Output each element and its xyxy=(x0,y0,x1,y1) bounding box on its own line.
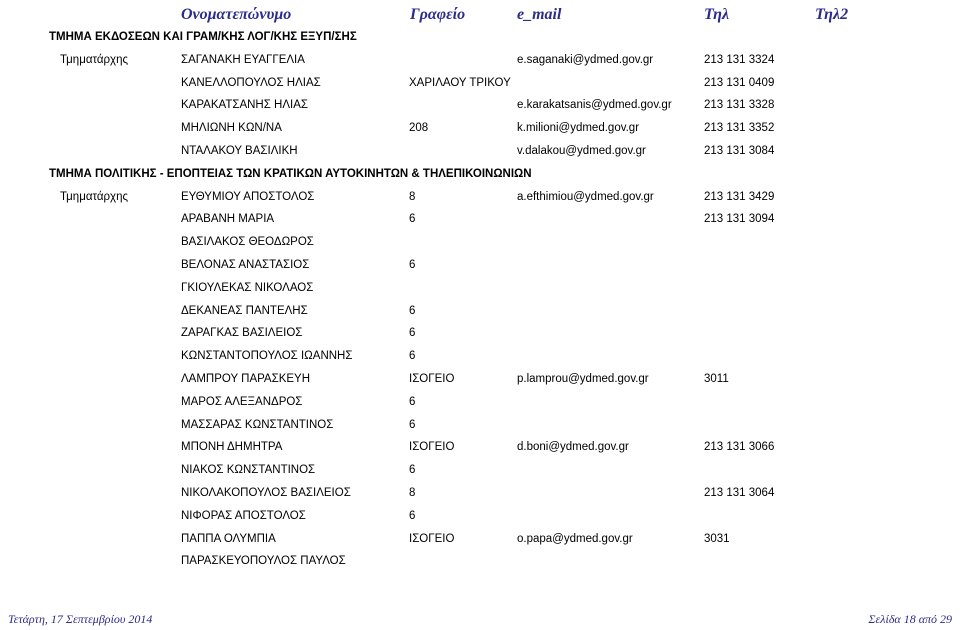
table-row xyxy=(0,419,960,437)
office-cell: ΙΣΟΓΕΙΟ xyxy=(409,532,455,545)
office-cell: 6 xyxy=(409,327,416,340)
table-row xyxy=(0,77,960,95)
office-cell: 8 xyxy=(409,487,416,499)
page-footer xyxy=(0,612,960,628)
phone-cell: 3031 xyxy=(704,532,730,545)
office-cell: 6 xyxy=(409,418,416,431)
name-cell: ΝΙΑΚΟΣ ΚΩΝΣΤΑΝΤΙΝΟΣ xyxy=(181,464,316,477)
name-cell: ΑΡΑΒΑΝΗ ΜΑΡΙΑ xyxy=(181,213,275,226)
email-cell: d.boni@ydmed.gov.gr xyxy=(517,441,629,454)
phone-cell: 3011 xyxy=(704,373,729,385)
table-row xyxy=(0,350,960,368)
footer-page-number: Σελίδα 18 από 29 xyxy=(868,612,952,626)
office-cell: 6 xyxy=(409,509,416,522)
table-row xyxy=(0,122,960,140)
office-cell: 6 xyxy=(409,464,416,477)
table-row xyxy=(0,99,960,117)
table-row xyxy=(0,54,960,72)
name-cell: ΚΑΡΑΚΑΤΣΑΝΗΣ ΗΛΙΑΣ xyxy=(181,99,308,112)
table-row xyxy=(0,487,960,505)
name-cell: ΝΙΚΟΛΑΚΟΠΟΥΛΟΣ ΒΑΣΙΛΕΙΟΣ xyxy=(181,487,351,499)
name-cell: ΒΕΛΟΝΑΣ ΑΝΑΣΤΑΣΙΟΣ xyxy=(181,259,310,271)
table-row xyxy=(0,327,960,345)
email-cell: e.saganaki@ydmed.gov.gr xyxy=(517,53,654,66)
office-cell: ΙΣΟΓΕΙΟ xyxy=(409,441,455,454)
phone-cell: 213 131 0409 xyxy=(704,76,775,89)
table-row xyxy=(0,213,960,231)
name-cell: ΖΑΡΑΓΚΑΣ ΒΑΣΙΛΕΙΟΣ xyxy=(181,327,303,340)
section-title-text: ΤΜΗΜΑ ΠΟΛΙΤΙΚΗΣ - ΕΠΟΠΤΕΙΑΣ ΤΩΝ ΚΡΑΤΙΚΩΝ ΑΥΤΟΚΙΝΗΤΩΝ & ΤΗΛΕΠΙΚΟΙΝΩΝΙΩΝ xyxy=(49,167,532,180)
section-title xyxy=(0,168,960,186)
phone-cell: 213 131 3094 xyxy=(704,213,775,226)
phone-cell: 213 131 3328 xyxy=(704,99,775,112)
table-row xyxy=(0,259,960,277)
name-cell: ΝΤΑΛΑΚΟΥ ΒΑΣΙΛΙΚΗ xyxy=(181,145,298,157)
name-cell: ΠΑΡΑΣΚΕΥΟΠΟΥΛΟΣ ΠΑΥΛΟΣ xyxy=(181,555,346,568)
table-row xyxy=(0,373,960,391)
column-header xyxy=(0,6,960,28)
table-row xyxy=(0,396,960,414)
table-row xyxy=(0,441,960,459)
office-cell: ΧΑΡΙΛΑΟΥ ΤΡΙΚΟΥ xyxy=(409,76,511,89)
section-title xyxy=(0,31,960,49)
header-phone2: Τηλ2 xyxy=(815,6,849,23)
office-cell: 208 xyxy=(409,122,429,135)
table-row xyxy=(0,464,960,482)
table-row xyxy=(0,236,960,254)
table-row xyxy=(0,305,960,323)
email-cell: p.lamprou@ydmed.gov.gr xyxy=(517,373,649,385)
phone-cell: 213 131 3064 xyxy=(704,487,775,499)
email-cell: k.milioni@ydmed.gov.gr xyxy=(517,122,640,135)
name-cell: ΠΑΠΠΑ ΟΛΥΜΠΙΑ xyxy=(181,532,276,545)
name-cell: ΔΕΚΑΝΕΑΣ ΠΑΝΤΕΛΗΣ xyxy=(181,304,308,317)
phone-cell: 213 131 3429 xyxy=(704,190,775,203)
name-cell: ΝΙΦΟΡΑΣ ΑΠΟΣΤΟΛΟΣ xyxy=(181,509,306,522)
phone-cell: 213 131 3352 xyxy=(704,122,775,135)
name-cell: ΜΠΟΝΗ ΔΗΜΗΤΡΑ xyxy=(181,441,283,454)
name-cell: ΣΑΓΑΝΑΚΗ ΕΥΑΓΓΕΛΙΑ xyxy=(181,53,305,66)
office-cell: 8 xyxy=(409,190,416,203)
office-cell: 6 xyxy=(409,213,416,226)
email-cell: a.efthimiou@ydmed.gov.gr xyxy=(517,190,654,203)
email-cell: v.dalakou@ydmed.gov.gr xyxy=(517,145,646,157)
role-cell: Τμηματάρχης xyxy=(60,190,129,203)
header-phone: Τηλ xyxy=(704,6,730,23)
email-cell: o.papa@ydmed.gov.gr xyxy=(517,532,633,545)
office-cell: 6 xyxy=(409,304,416,317)
header-email: e_mail xyxy=(517,6,562,23)
header-office: Γραφείο xyxy=(410,6,466,23)
phone-cell: 213 131 3084 xyxy=(704,145,775,157)
table-row xyxy=(0,533,960,551)
name-cell: ΚΩΝΣΤΑΝΤΟΠΟΥΛΟΣ ΙΩΑΝΝΗΣ xyxy=(181,350,353,363)
office-cell: ΙΣΟΓΕΙΟ xyxy=(409,373,455,385)
table-row xyxy=(0,510,960,528)
name-cell: ΛΑΜΠΡΟΥ ΠΑΡΑΣΚΕΥΗ xyxy=(181,373,311,385)
name-cell: ΕΥΘΥΜΙΟΥ ΑΠΟΣΤΟΛΟΣ xyxy=(181,190,315,203)
email-cell: e.karakatsanis@ydmed.gov.gr xyxy=(517,99,672,112)
name-cell: ΒΑΣΙΛΑΚΟΣ ΘΕΟΔΩΡΟΣ xyxy=(181,236,314,249)
name-cell: ΜΑΡΟΣ ΑΛΕΞΑΝΔΡΟΣ xyxy=(181,395,303,408)
role-cell: Τμηματάρχης xyxy=(60,53,129,66)
office-cell: 6 xyxy=(409,395,416,408)
table-row xyxy=(0,282,960,300)
table-row xyxy=(0,555,960,573)
phone-cell: 213 131 3324 xyxy=(704,53,775,66)
header-name: Ονοματεπώνυμο xyxy=(181,6,292,23)
office-cell: 6 xyxy=(409,350,416,363)
office-cell: 6 xyxy=(409,259,416,271)
table-row xyxy=(0,191,960,209)
section-title-text: ΤΜΗΜΑ ΕΚΔΟΣΕΩΝ ΚΑΙ ΓΡΑΜ/ΚΗΣ ΛΟΓ/ΚΗΣ ΕΞΥΠ/ΣΗΣ xyxy=(49,31,357,43)
name-cell: ΓΚΙΟΥΛΕΚΑΣ ΝΙΚΟΛΑΟΣ xyxy=(181,281,314,294)
name-cell: ΚΑΝΕΛΛΟΠΟΥΛΟΣ ΗΛΙΑΣ xyxy=(181,76,321,89)
name-cell: ΜΑΣΣΑΡΑΣ ΚΩΝΣΤΑΝΤΙΝΟΣ xyxy=(181,418,334,431)
phone-cell: 213 131 3066 xyxy=(704,441,775,454)
footer-date: Τετάρτη, 17 Σεπτεμβρίου 2014 xyxy=(8,612,153,626)
table-row xyxy=(0,145,960,163)
name-cell: ΜΗΛΙΩΝΗ ΚΩΝ/ΝΑ xyxy=(181,122,282,135)
